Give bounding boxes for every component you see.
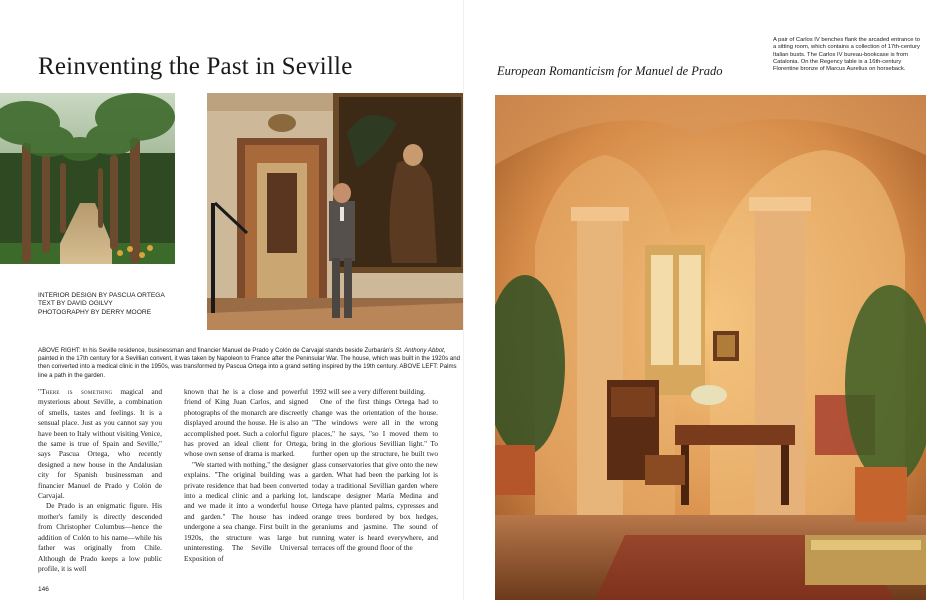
page-gutter — [463, 0, 464, 600]
body-paragraph-5: 1992 will see a very different building. — [312, 387, 426, 396]
text-credit: TEXT BY DAVID OGILVY — [38, 300, 113, 308]
article-credits — [38, 292, 165, 317]
garden-palms-photo — [0, 93, 175, 264]
body-paragraph-3: known that he is a close and powerful friend of King Juan Carlos, and signed photographs of the monarch are discreetly displayed around the house. He is also an accomplished poet. Such a colorful figure has proved an ideal client for Ortega, whose own sense of drama is marked. — [184, 387, 308, 459]
body-paragraph-6: One of the first things Ortega had to change was the orientation of the house. "The windows were all in the wrong places," he says, "so I moved them to bring in the glorious Sevillian light." To further open up the structure, he built two glass conservatories that give onto the new garden. What had been the parking lot is today a traditional Sevillian garden where landscape designer María Medina and Ortega have planted palms, cypresses and orange trees bordered by box hedges, geraniums and jasmine. The sound of running water is heard everywhere, and terraces off the ground floor of the — [312, 397, 438, 553]
caption-text-1: In his Seville residence, businessman and financier Manuel de Prado y Colón de Carvajal stands beside Zurbarán's — [82, 347, 394, 354]
body-paragraph-2: De Prado is an enigmatic figure. His mother's family is directly descended from Christopher Columbus—hence the addition of Colón to his name—while his father was originally from Chile. Although de Prado keeps a low public profile, it is well — [38, 501, 162, 573]
body-paragraph-4: "We started with nothing," the designer explains. "The original building was a private residence that had been converted into a medical clinic and a parking lot, and we made it into a wonderful house and garden." The house has indeed undergone a sea change. First built in the 1920s, the structure was large but uninteresting. The Seville Universal Exposition of — [184, 459, 308, 563]
interior-photo-caption: A pair of Carlos IV benches flank the arcaded entrance to a sitting room, which contains a collection of 17th-century Italian busts. The Carlos IV bureau-bookcase is from Catalonia. On the Regency table is a 16th-century Florentine bronze of Marcus Aurelius on horseback. — [773, 37, 920, 73]
portrait-with-painting-photo — [207, 93, 463, 330]
body-column-3 — [312, 387, 438, 554]
interior-design-credit: INTERIOR DESIGN BY PASCUA ORTEGA — [38, 292, 165, 299]
body-paragraph-1-text: magical and mysterious about Seville, a combination of smells, tastes and feelings. It is a sensual place. Just as you cannot say you have been to Italy without visiting Venice, the same is true of Spain and Seville," says Pascua Ortega, who recently designed a new house in the Andalusian city for Spanish businessman and financier Manuel de Prado y Colón de Carvajal. — [38, 387, 162, 501]
body-paragraph-1 — [38, 387, 162, 501]
body-column-1 — [38, 387, 162, 574]
article-title: Reinventing the Past in Seville — [38, 53, 353, 80]
page-number: 146 — [38, 586, 49, 593]
caption-label-above-left: ABOVE LEFT: — [399, 363, 438, 371]
photography-credit: PHOTOGRAPHY BY DERRY MOORE — [38, 308, 151, 316]
caption-artwork-title: St. Anthony Abbot, — [395, 347, 446, 354]
caption-text-2: painted in the 17th century for a Sevillian convent, it was taken by Napoleon to France after the Peninsular War. The house, which was built in the 1920s and then converted into a medical clinic in the 1950s, was transformed by Pascua Ortega into a grand setting inspired by the 19th century. — [38, 355, 461, 371]
arcaded-sitting-room-photo — [495, 95, 926, 600]
caption-label-above-right: ABOVE RIGHT: — [38, 347, 81, 354]
article-subtitle: European Romanticism for Manuel de Prado — [497, 64, 723, 78]
body-column-2 — [184, 387, 308, 564]
photo-caption — [38, 347, 463, 380]
body-lead-in: "There is something — [38, 387, 113, 396]
caption-text-3: Palms line a path in the garden. — [38, 363, 457, 379]
